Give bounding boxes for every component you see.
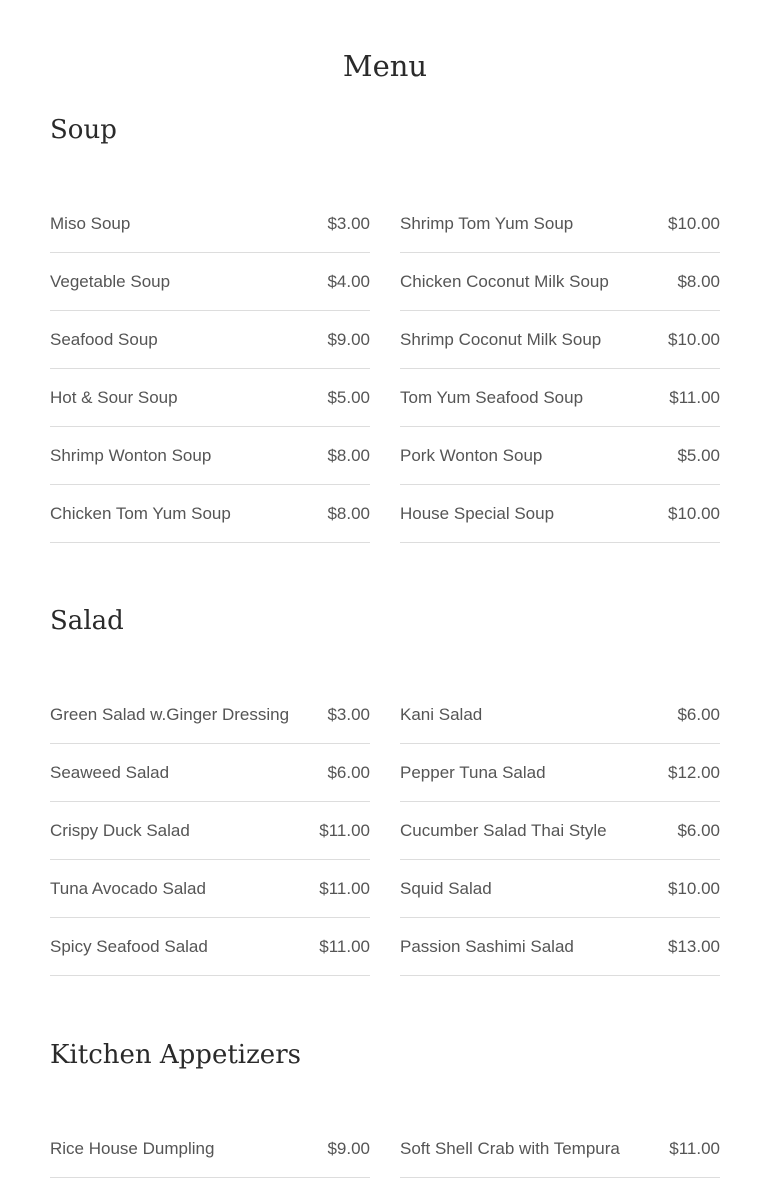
section-salad — [50, 604, 720, 976]
menu-column-left — [50, 195, 370, 543]
item-name: Shrimp Coconut Milk Soup — [400, 329, 602, 349]
menu-item — [400, 918, 720, 976]
menu-column-left — [50, 1120, 370, 1178]
menu-item — [50, 253, 370, 311]
menu-item — [400, 1120, 720, 1178]
menu-item — [400, 427, 720, 485]
menu-item — [400, 744, 720, 802]
item-price: $8.00 — [677, 271, 720, 291]
menu-item — [50, 195, 370, 253]
menu-item — [400, 802, 720, 860]
item-price: $8.00 — [327, 445, 370, 465]
menu-item — [50, 485, 370, 543]
item-price: $10.00 — [668, 503, 720, 523]
menu-column-left — [50, 686, 370, 976]
item-name: Miso Soup — [50, 213, 131, 233]
menu-column-right — [400, 1120, 720, 1178]
item-name: Squid Salad — [400, 878, 492, 898]
item-name: Spicy Seafood Salad — [50, 936, 208, 956]
item-name: Chicken Coconut Milk Soup — [400, 271, 609, 291]
item-name: Passion Sashimi Salad — [400, 936, 574, 956]
item-price: $12.00 — [668, 762, 720, 782]
menu-item — [50, 1120, 370, 1178]
item-name: House Special Soup — [400, 503, 555, 523]
item-price: $11.00 — [669, 387, 720, 407]
section-title-soup: Soup — [50, 115, 117, 145]
item-name: Green Salad w.Ginger Dressing — [50, 704, 290, 724]
menu-item — [400, 253, 720, 311]
menu-item — [400, 860, 720, 918]
item-price: $11.00 — [319, 936, 370, 956]
item-name: Seafood Soup — [50, 329, 158, 349]
item-price: $5.00 — [677, 445, 720, 465]
item-name: Crispy Duck Salad — [50, 820, 190, 840]
item-price: $11.00 — [319, 878, 370, 898]
section-title-salad: Salad — [50, 606, 124, 636]
item-name: Chicken Tom Yum Soup — [50, 503, 231, 523]
menu-item — [50, 802, 370, 860]
item-price: $11.00 — [669, 1138, 720, 1158]
item-name: Cucumber Salad Thai Style — [400, 820, 607, 840]
item-price: $10.00 — [668, 213, 720, 233]
item-price: $5.00 — [327, 387, 370, 407]
menu-item — [50, 311, 370, 369]
item-name: Pepper Tuna Salad — [400, 762, 546, 782]
menu-item — [50, 369, 370, 427]
menu-grid-kitchen-appetizers — [50, 1120, 720, 1178]
item-name: Shrimp Wonton Soup — [50, 445, 212, 465]
menu-item — [50, 918, 370, 976]
menu-item — [400, 311, 720, 369]
menu-item — [400, 195, 720, 253]
menu-item — [400, 369, 720, 427]
item-name: Vegetable Soup — [50, 271, 171, 291]
item-name: Shrimp Tom Yum Soup — [400, 213, 574, 233]
item-price: $10.00 — [668, 878, 720, 898]
item-name: Soft Shell Crab with Tempura — [400, 1138, 620, 1158]
menu-column-right — [400, 195, 720, 543]
item-name: Tom Yum Seafood Soup — [400, 387, 584, 407]
item-price: $6.00 — [327, 762, 370, 782]
item-price: $3.00 — [327, 213, 370, 233]
section-kitchen-appetizers — [50, 1038, 720, 1178]
item-price: $13.00 — [668, 936, 720, 956]
item-price: $6.00 — [677, 820, 720, 840]
section-title-kitchen-appetizers: Kitchen Appetizers — [50, 1040, 301, 1070]
menu-item — [50, 860, 370, 918]
item-price: $4.00 — [327, 271, 370, 291]
item-name: Rice House Dumpling — [50, 1138, 215, 1158]
menu-grid-soup — [50, 195, 720, 543]
menu-grid-salad — [50, 686, 720, 976]
menu-item — [50, 744, 370, 802]
item-price: $8.00 — [327, 503, 370, 523]
menu-item — [400, 686, 720, 744]
menu-item — [400, 485, 720, 543]
page-title: Menu — [342, 49, 428, 83]
item-price: $6.00 — [677, 704, 720, 724]
item-name: Seaweed Salad — [50, 762, 170, 782]
item-price: $10.00 — [668, 329, 720, 349]
item-name: Pork Wonton Soup — [400, 445, 543, 465]
item-name: Kani Salad — [400, 704, 483, 724]
menu-item — [50, 427, 370, 485]
item-price: $11.00 — [319, 820, 370, 840]
item-name: Hot & Sour Soup — [50, 387, 178, 407]
menu-item — [50, 686, 370, 744]
menu-column-right — [400, 686, 720, 976]
item-name: Tuna Avocado Salad — [50, 878, 206, 898]
section-soup — [50, 113, 720, 543]
item-price: $3.00 — [327, 704, 370, 724]
item-price: $9.00 — [327, 1138, 370, 1158]
item-price: $9.00 — [327, 329, 370, 349]
